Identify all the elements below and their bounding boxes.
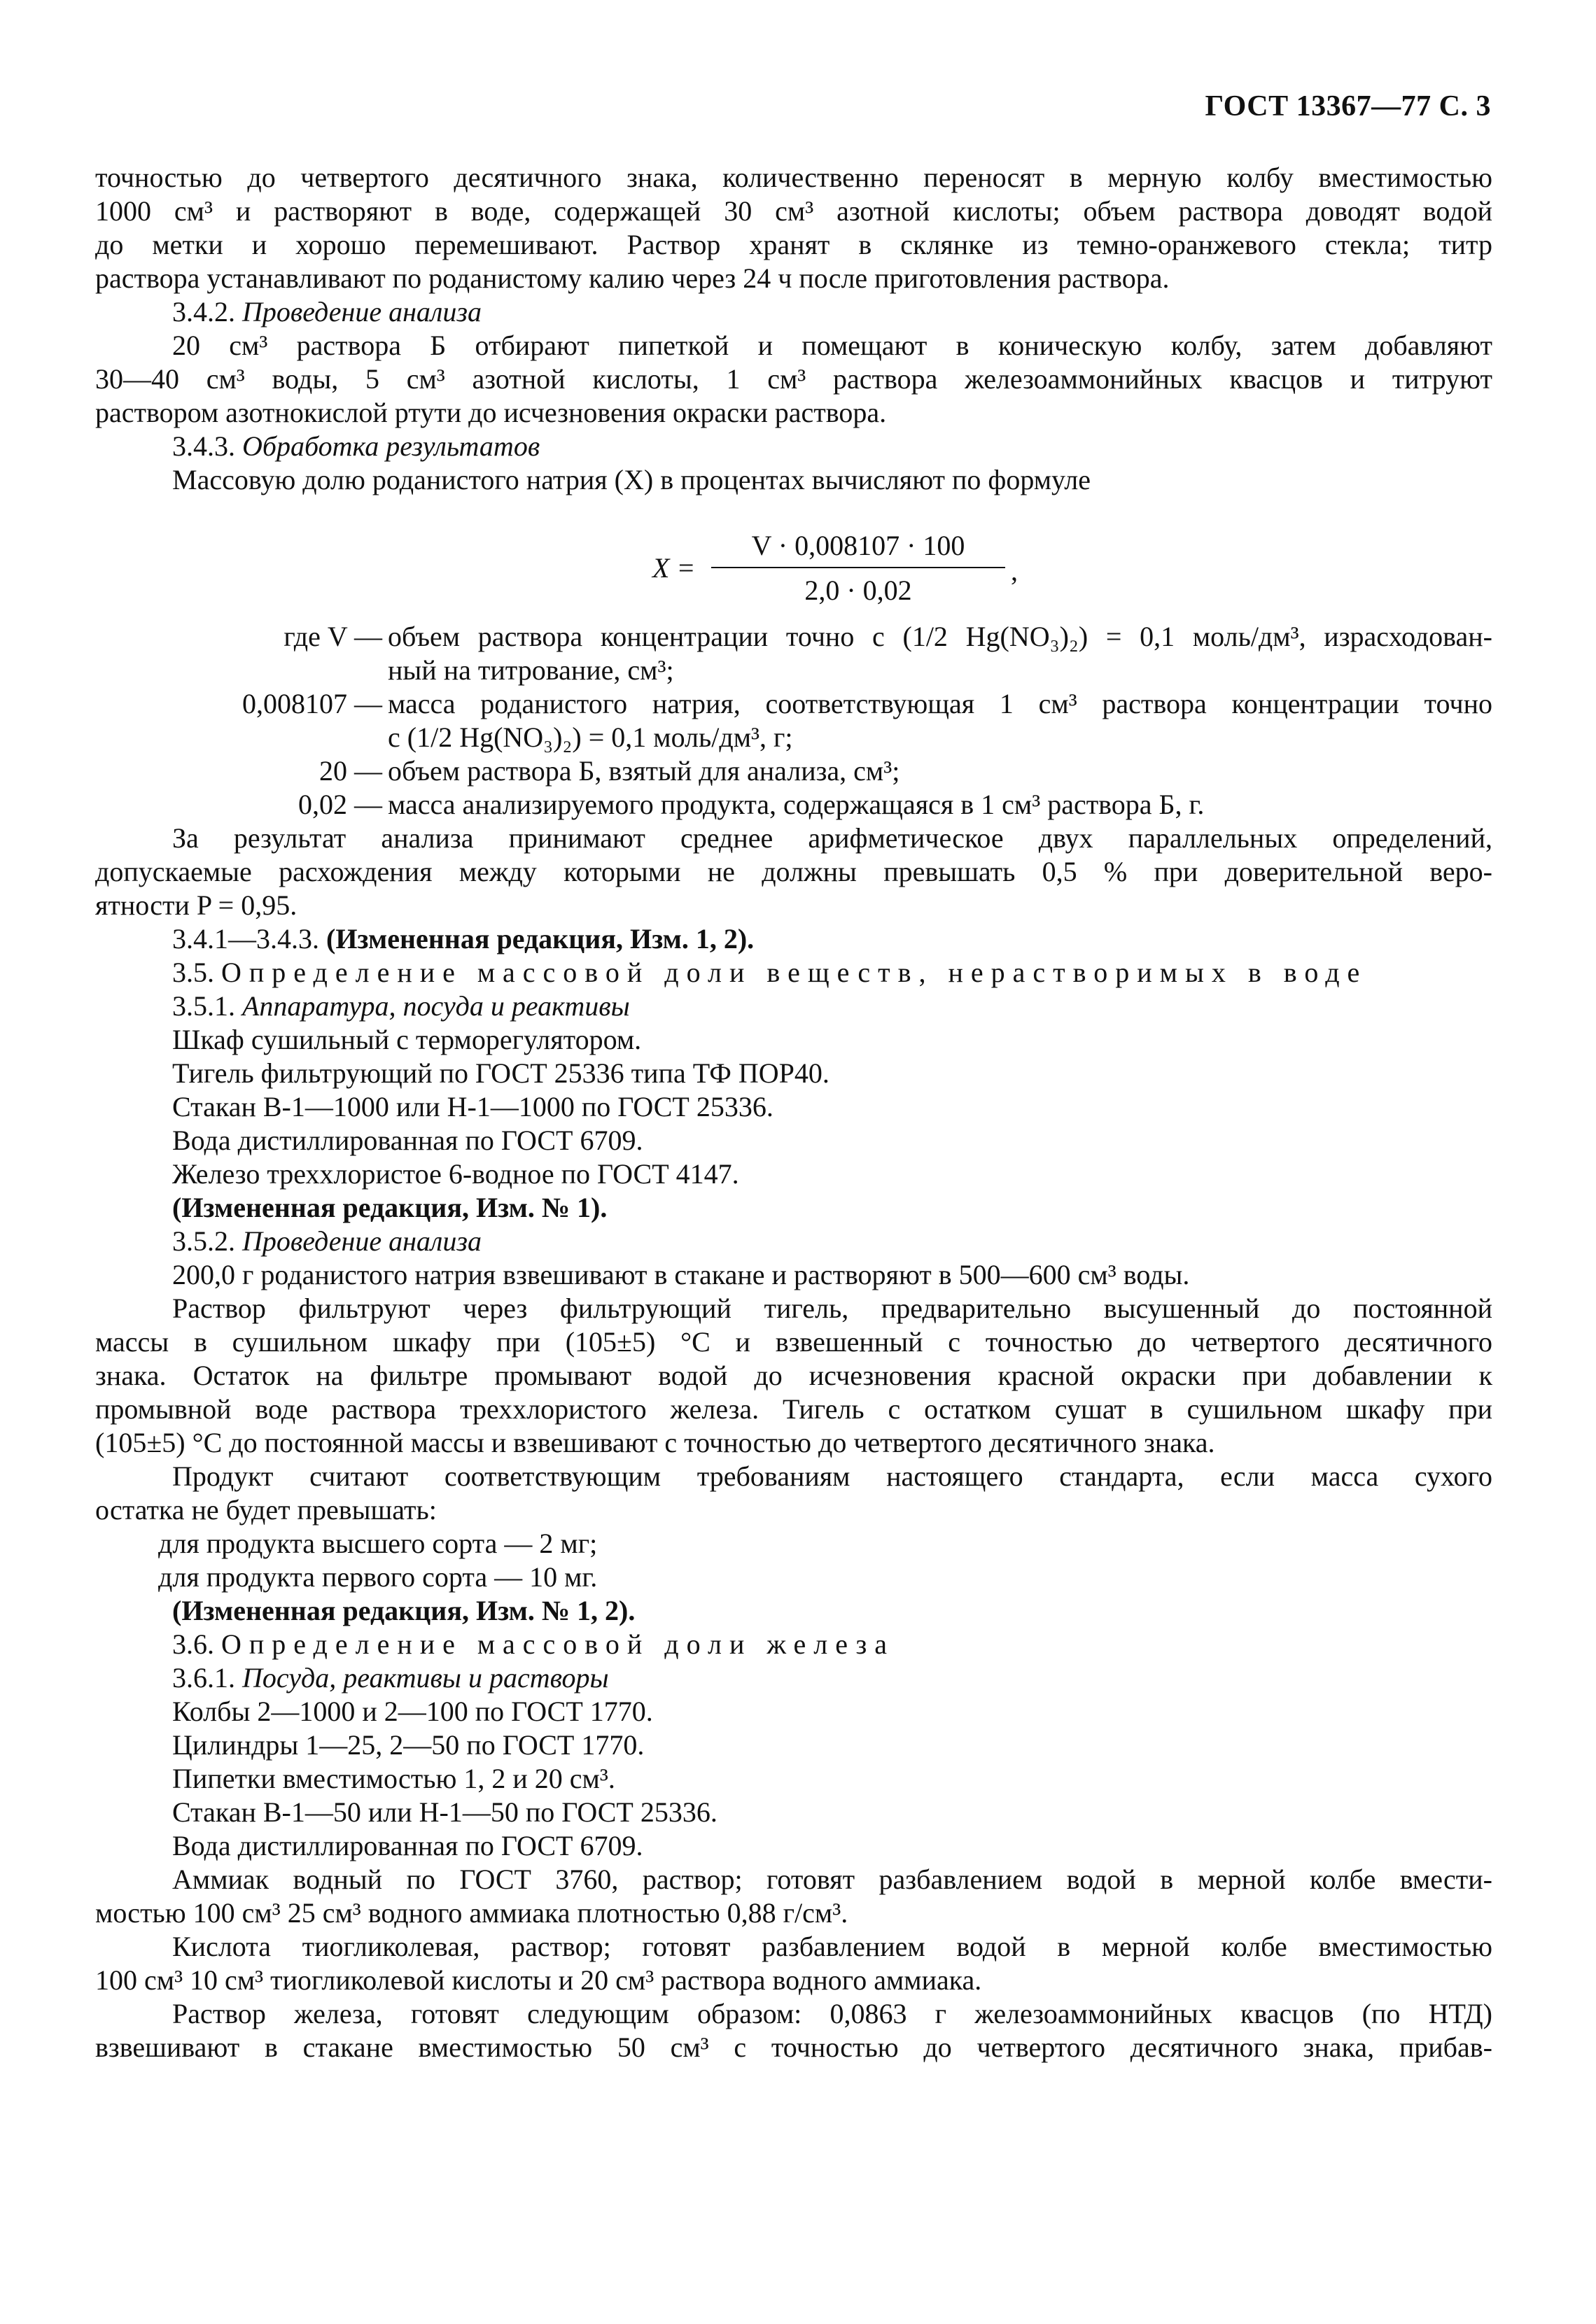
section-title: Посуда, реактивы и растворы (242, 1662, 609, 1693)
paragraph-ammonia (95, 1863, 1492, 1930)
legend-row (95, 620, 1492, 654)
section-heading-3-6-1 (95, 1661, 1492, 1695)
paragraph-filtration (95, 1292, 1492, 1460)
paragraph-result (95, 822, 1492, 922)
section-number: 3.6.1. (172, 1662, 235, 1693)
legend-desc: ный на титрование, см³; (388, 654, 674, 686)
list-item: Вода дистиллированная по ГОСТ 6709. (172, 1830, 643, 1861)
text-line: ятности P = 0,95. (95, 889, 298, 921)
section-title: Определение массовой доли железа (221, 1628, 895, 1660)
list-item: Цилиндры 1—25, 2—50 по ГОСТ 1770. (172, 1729, 645, 1761)
section-heading-3-6 (95, 1628, 1492, 1661)
amendment-ref: 3.4.1—3.4.3. (172, 923, 319, 955)
text-line: раствора устанавливают по роданистому калию через 24 ч после приготовления раствора. (95, 262, 1170, 294)
legend-row (95, 754, 1492, 788)
legend-term: где V — (284, 621, 382, 652)
section-title: Проведение анализа (242, 296, 482, 328)
paragraph-thioglycolic (95, 1930, 1492, 1997)
section-number: 3.5.2. (172, 1225, 235, 1257)
text-line: За результат анализа принимают среднее арифметическое двух параллельных определений, (172, 822, 1492, 854)
section-number: 3.5. (172, 957, 214, 988)
list-item: Шкаф сушильный с терморегулятором. (172, 1024, 642, 1055)
fraction-bar (711, 567, 1005, 568)
equipment-list (95, 1023, 1492, 1191)
formula-intro: Массовую долю роданистого натрия (X) в процентах вычисляют по формуле (172, 464, 1091, 495)
page-header: ГОСТ 13367—77 С. 3 (1205, 90, 1491, 122)
list-item: Стакан В-1—1000 или Н-1—1000 по ГОСТ 25336. (172, 1091, 774, 1122)
legend-term: 0,02 — (298, 789, 382, 820)
section-title: Определение массовой доли веществ, нерастворимых в воде (221, 957, 1368, 988)
list-item: Тигель фильтрующий по ГОСТ 25336 типа ТФ ПОР40. (172, 1057, 830, 1089)
amendment-note: (Измененная редакция, Изм. № 1). (172, 1192, 608, 1223)
section-number: 3.4.3. (172, 430, 235, 462)
text-line: массы в сушильном шкафу при (105±5) °С и взвешенный с точностью до четвертого десятичного (95, 1326, 1492, 1358)
list-item: Пипетки вместимостью 1, 2 и 20 см³. (172, 1763, 615, 1794)
section-heading-3-5 (95, 956, 1492, 990)
legend-row (95, 687, 1492, 721)
amendment-note: (Измененная редакция, Изм. № 1, 2). (172, 1595, 636, 1626)
text-line: 100 см³ 10 см³ тиогликолевой кислоты и 20 см³ раствора водного аммиака. (95, 1964, 982, 1996)
legend-desc: объем раствора Б, взятый для анализа, см³; (388, 755, 900, 787)
section-heading-3-4-2 (95, 295, 1492, 329)
legend-desc: c (1/2 Hg(NO₃)₂) = 0,1 моль/дм³, г; (388, 721, 793, 753)
text-line: до метки и хорошо перемешивают. Раствор хранят в склянке из темно-оранжевого стекла; титр (95, 229, 1492, 260)
text-line: знака. Остаток на фильтре промывают водой до исчезновения красной окраски при добавлении к (95, 1360, 1492, 1391)
labware-list (95, 1695, 1492, 1863)
legend-row (95, 721, 1492, 754)
list-item: Вода дистиллированная по ГОСТ 6709. (172, 1125, 643, 1156)
list-item: для продукта первого сорта — 10 мг. (158, 1561, 598, 1593)
paragraph-iron-solution (95, 1997, 1492, 2064)
list-item: Железо треххлористое 6-водное по ГОСТ 4147. (172, 1158, 739, 1190)
text-line: Раствор железа, готовят следующим образом: 0,0863 г железоаммонийных квасцов (по НТД) (172, 1998, 1492, 2029)
list-item: Стакан В-1—50 или Н-1—50 по ГОСТ 25336. (172, 1796, 718, 1828)
mass-limit-list (95, 1527, 1492, 1594)
text-line: мостью 100 см³ 25 см³ водного аммиака плотностью 0,88 г/см³. (95, 1897, 848, 1929)
amendment-text: (Измененная редакция, Изм. 1, 2). (326, 923, 755, 955)
legend-row (95, 788, 1492, 822)
legend-desc: объем раствора концентрации точно c (1/2 Hg(NO₃)₂) = 0,1 моль/дм³, израсходован- (388, 621, 1492, 652)
paragraph-analysis (95, 329, 1492, 430)
text-line: остатка не будет превышать: (95, 1494, 437, 1526)
formula-legend (95, 620, 1492, 822)
legend-desc: масса роданистого натрия, соответствующая 1 см³ раствора концентрации точно (388, 688, 1492, 719)
section-heading-3-4-3 (95, 430, 1492, 463)
formula-numerator: V · 0,008107 · 100 (751, 530, 965, 561)
legend-row (95, 654, 1492, 687)
text-line: Аммиак водный по ГОСТ 3760, раствор; готовят разбавлением водой в мерной колбе вмести- (172, 1864, 1492, 1895)
section-title: Проведение анализа (242, 1225, 482, 1257)
formula (95, 501, 1492, 620)
text-line: 30—40 см³ воды, 5 см³ азотной кислоты, 1 см³ раствора железоаммонийных квасцов и титруют (95, 363, 1492, 395)
formula-lhs: X = (652, 552, 696, 584)
paragraph-titr (95, 161, 1492, 295)
text-line: 200,0 г роданистого натрия взвешивают в стакане и растворяют в 500—600 см³ воды. (172, 1259, 1190, 1290)
amendment-note (95, 922, 1492, 956)
legend-term: 0,008107 — (242, 688, 382, 719)
text-line: (105±5) °С до постоянной массы и взвешивают с точностью до четвертого десятичного знака. (95, 1427, 1215, 1458)
paragraph-requirement (95, 1460, 1492, 1527)
formula-denominator: 2,0 · 0,02 (804, 575, 912, 606)
section-title: Обработка результатов (242, 430, 540, 462)
list-item: Колбы 2—1000 и 2—100 по ГОСТ 1770. (172, 1696, 653, 1727)
text-line: точностью до четвертого десятичного знака, количественно переносят в мерную колбу вместимостью (95, 162, 1492, 193)
text-line: промывной воде раствора треххлористого железа. Тигель с остатком сушат в сушильном шкафу при (95, 1393, 1492, 1425)
text-line: раствором азотнокислой ртути до исчезновения окраски раствора. (95, 397, 887, 428)
text-line: 1000 см³ и растворяют в воде, содержащей 30 см³ азотной кислоты; объем раствора доводят водой (95, 195, 1492, 227)
section-heading-3-5-2 (95, 1225, 1492, 1258)
text-line: взвешивают в стакане вместимостью 50 см³ с точностью до четвертого десятичного знака, прибав- (95, 2031, 1492, 2063)
section-number: 3.5.1. (172, 990, 235, 1022)
text-line: Раствор фильтруют через фильтрующий тигель, предварительно высушенный до постоянной (172, 1293, 1492, 1324)
legend-desc: масса анализируемого продукта, содержащаяся в 1 см³ раствора Б, г. (388, 789, 1205, 820)
section-title: Аппаратура, посуда и реактивы (242, 990, 630, 1022)
text-line: Продукт считают соответствующим требованиям настоящего стандарта, если масса сухого (172, 1460, 1492, 1492)
text-line: Кислота тиогликолевая, раствор; готовят разбавлением водой в мерной колбе вместимостью (172, 1931, 1492, 1962)
list-item: для продукта высшего сорта — 2 мг; (158, 1528, 598, 1559)
text-line: допускаемые расхождения между которыми не должны превышать 0,5 % при доверительной веро- (95, 856, 1492, 887)
section-number: 3.6. (172, 1628, 214, 1660)
formula-comma: , (1011, 555, 1018, 586)
text-line: 20 см³ раствора Б отбирают пипеткой и помещают в коническую колбу, затем добавляют (172, 330, 1492, 361)
document-body (95, 161, 1492, 2064)
section-heading-3-5-1 (95, 990, 1492, 1023)
legend-term: 20 — (319, 755, 382, 787)
section-number: 3.4.2. (172, 296, 235, 328)
